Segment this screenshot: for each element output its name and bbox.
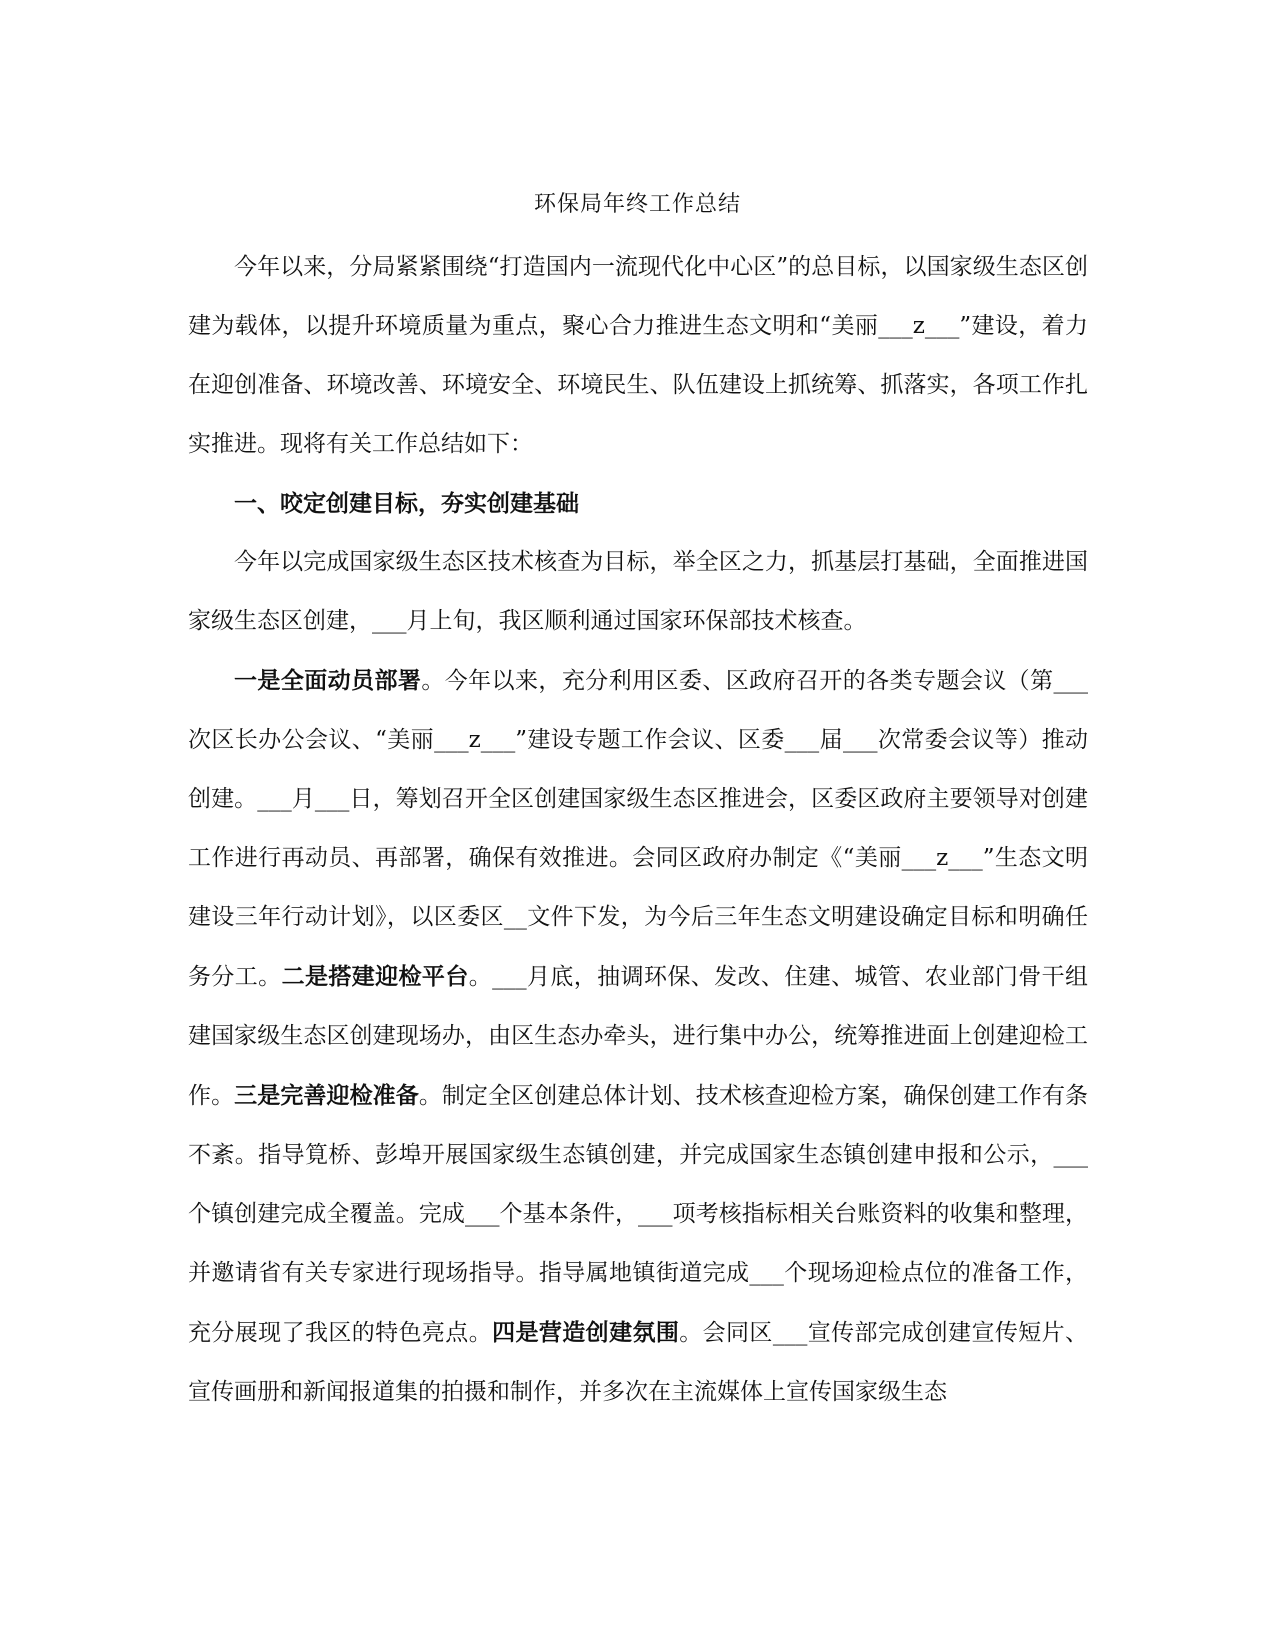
item1-text: 。今年以来，充分利用区委、区政府召开的各类专题会议（第___次区长办公会议、“美丽___z___”建设专题工作会议、区委___届___次常委会议等）推动创建。___月___日，筹划召开全区创建国家级生态区推进会，区委区政府主要领导对创建工作进行再动员、再部署，确保有效推进。会同区政府办制定《“美丽___z___”生态文明建设三年行动计划》，以区委区__文件下发，为今后三年生态文明建设确定目标和明确任务分工。	[188, 668, 1089, 990]
item3-label: 三是完善迎检准备	[234, 1082, 419, 1109]
item4-text: 。会同区___宣传部完成创建宣传短片、宣传画册和新闻报道集的拍摄和制作，并多次在主流媒体上宣传国家级生态	[188, 1320, 1089, 1405]
intro-paragraph: 今年以来，分局紧紧围绕“打造国内一流现代化中心区”的总目标，以国家级生态区创建为载体，以提升环境质量为重点，聚心合力推进生态文明和“美丽___z___”建设，着力在迎创准备、环境改善、环境安全、环境民生、队伍建设上抓统筹、抓落实，各项工作扎实推进。现将有关工作总结如下：	[188, 254, 1088, 457]
item4-label: 四是营造创建氛围	[492, 1319, 680, 1346]
item2-text: 。___月底，抽调环保、发改、住建、城管、农业部门骨干组建国家级生态区创建现场办，由区生态办牵头，进行集中办公，统筹推进面上创建迎检工作。	[188, 964, 1089, 1109]
document-body	[188, 238, 1088, 1422]
section1-intro-paragraph: 今年以完成国家级生态区技术核查为目标，举全区之力，抓基层打基础，全面推进国家级生态区创建，___月上旬，我区顺利通过国家环保部技术核查。	[188, 549, 1088, 634]
section1-items-paragraph	[188, 651, 1088, 1422]
document-title: 环保局年终工作总结	[533, 192, 741, 217]
item3-text: 。制定全区创建总体计划、技术核查迎检方案，确保创建工作有条不紊。指导筧桥、彭埠开展国家级生态镇创建，并完成国家生态镇创建申报和公示，___个镇创建完成全覆盖。完成___个基本条件，___项考核指标相关台账资料的收集和整理，并邀请省有关专家进行现场指导。指导属地镇街道完成___个现场迎检点位的准备工作，充分展现了我区的特色亮点。	[188, 1083, 1089, 1346]
item1-label: 一是全面动员部署	[234, 667, 422, 694]
item2-label: 二是搭建迎检平台	[281, 963, 469, 990]
section-heading-1: 一、咬定创建目标，夯实创建基础	[234, 490, 579, 517]
